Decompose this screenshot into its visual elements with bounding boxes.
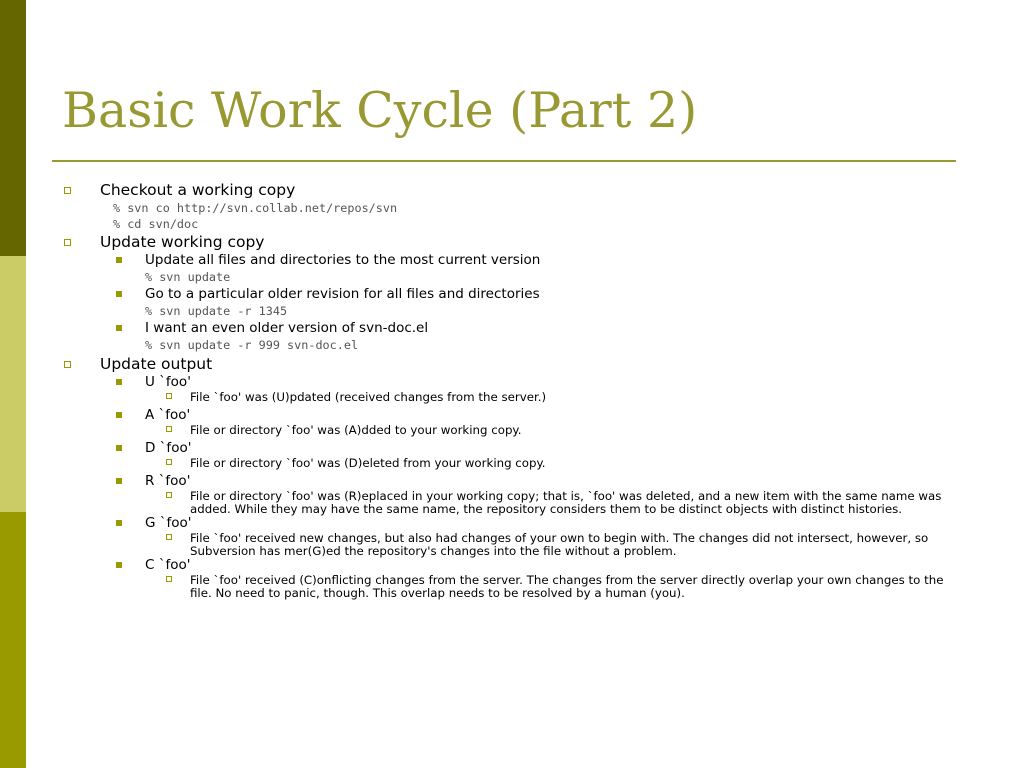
status-detail xyxy=(0,391,1024,407)
status-code-d xyxy=(0,440,1024,457)
code-line: % svn update xyxy=(145,270,231,284)
sub-bullet-text: Update all files and directories to the most current version xyxy=(145,252,541,268)
status-detail xyxy=(0,424,1024,440)
hollow-square-bullet-icon xyxy=(166,426,172,432)
hollow-square-bullet-icon xyxy=(166,576,172,582)
hollow-square-bullet-icon xyxy=(64,187,71,194)
status-detail xyxy=(0,457,1024,473)
filled-square-bullet-icon xyxy=(116,379,122,385)
status-code-u xyxy=(0,374,1024,391)
detail-text: File or directory `foo' was (D)eleted from your working copy. xyxy=(190,456,546,470)
filled-square-bullet-icon xyxy=(116,291,122,297)
filled-square-bullet-icon xyxy=(116,445,122,451)
sub-bullet-text: A `foo' xyxy=(145,407,191,423)
status-code-c xyxy=(0,557,1024,574)
sub-bullet-text: C `foo' xyxy=(145,557,191,573)
hollow-square-bullet-icon xyxy=(166,393,172,399)
code-line: % svn update -r 1345 xyxy=(145,304,288,318)
sub-bullet-text: I want an even older version of svn-doc.el xyxy=(145,320,429,336)
code-line: % cd svn/doc xyxy=(113,217,199,231)
hollow-square-bullet-icon xyxy=(166,534,172,540)
hollow-square-bullet-icon xyxy=(64,239,71,246)
detail-text: File or directory `foo' was (R)eplaced in your working copy; that is, `foo' was deleted, and a new item with the same name was added. While they may have the same name, the repository considers them to be distinct objects with distinct histories. xyxy=(190,489,942,516)
sub-bullet-text: D `foo' xyxy=(145,440,192,456)
filled-square-bullet-icon xyxy=(116,325,122,331)
sub-bullet-text: Go to a particular older revision for all files and directories xyxy=(145,286,540,302)
sub-bullet-text: U `foo' xyxy=(145,374,191,390)
detail-text: File `foo' was (U)pdated (received changes from the server.) xyxy=(190,390,547,404)
filled-square-bullet-icon xyxy=(116,257,122,263)
hollow-square-bullet-icon xyxy=(64,361,71,368)
code-line: % svn update -r 999 svn-doc.el xyxy=(145,338,359,352)
bullet-text: Update output xyxy=(100,355,213,373)
status-detail xyxy=(0,574,1024,599)
filled-square-bullet-icon xyxy=(116,562,122,568)
title-divider xyxy=(52,160,956,162)
bullet-text: Checkout a working copy xyxy=(100,181,296,199)
bullet-checkout xyxy=(0,180,1024,200)
code-line: % svn co http://svn.collab.net/repos/svn xyxy=(113,201,398,215)
bullet-update-working-copy xyxy=(0,232,1024,252)
sub-bullet xyxy=(0,252,1024,269)
hollow-square-bullet-icon xyxy=(166,492,172,498)
sub-bullet-text: G `foo' xyxy=(145,515,192,531)
status-detail xyxy=(0,490,1024,515)
sub-bullet-text: R `foo' xyxy=(145,473,191,489)
status-detail xyxy=(0,532,1024,557)
sub-bullet xyxy=(0,286,1024,303)
detail-text: File or directory `foo' was (A)dded to your working copy. xyxy=(190,423,522,437)
detail-text: File `foo' received new changes, but also had changes of your own to begin with. The changes did not intersect, however, so Subversion has mer(G)ed the repository's changes into the file without a problem. xyxy=(190,531,929,558)
slide-title: Basic Work Cycle (Part 2) xyxy=(62,82,698,139)
filled-square-bullet-icon xyxy=(116,478,122,484)
hollow-square-bullet-icon xyxy=(166,459,172,465)
detail-text: File `foo' received (C)onflicting changes from the server. The changes from the server directly overlap your own changes to the file. No need to panic, though. This overlap needs to be resolved by a human (you). xyxy=(190,573,944,600)
filled-square-bullet-icon xyxy=(116,520,122,526)
filled-square-bullet-icon xyxy=(116,412,122,418)
status-code-g xyxy=(0,515,1024,532)
sub-bullet xyxy=(0,320,1024,337)
bullet-text: Update working copy xyxy=(100,233,265,251)
slide-content xyxy=(0,180,1024,599)
status-code-r xyxy=(0,473,1024,490)
status-code-a xyxy=(0,407,1024,424)
bullet-update-output xyxy=(0,354,1024,374)
